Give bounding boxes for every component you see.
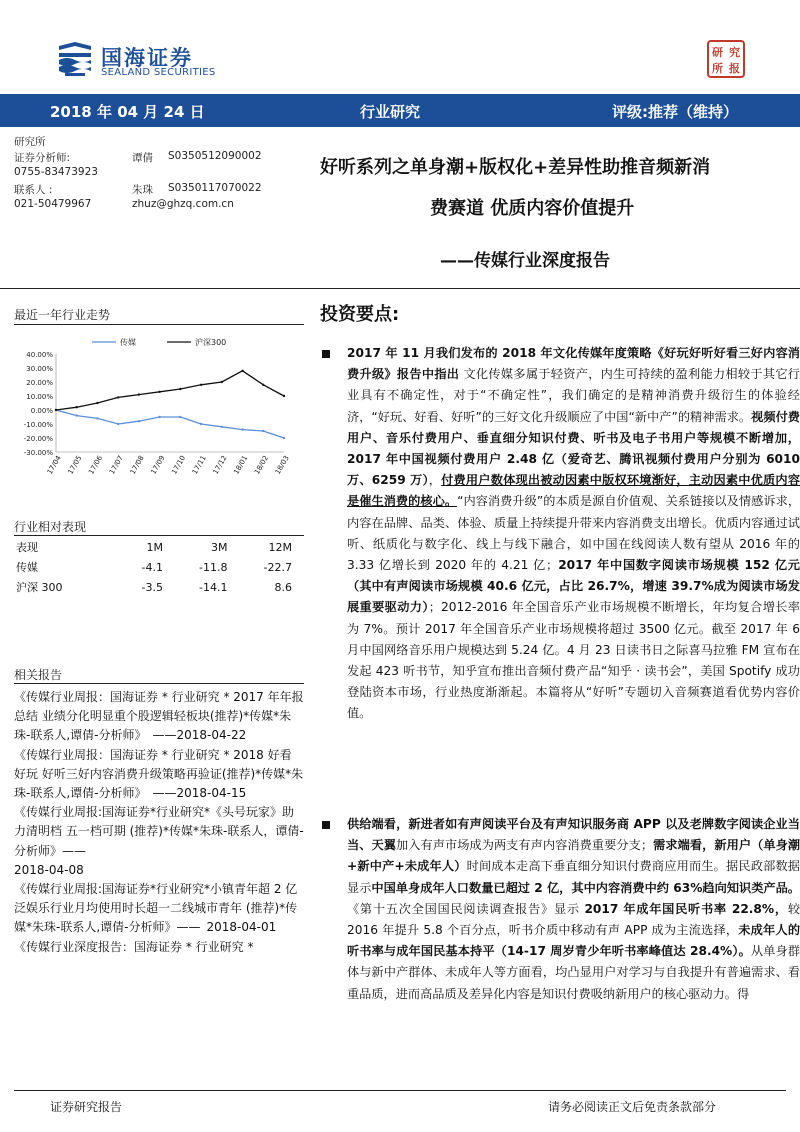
y-tick-label: 10.00% xyxy=(26,393,53,401)
footer-left: 证券研究报告 xyxy=(50,1100,123,1114)
data-point xyxy=(138,393,140,395)
brand-name-cn: 国海证券 xyxy=(101,46,193,70)
footer-divider xyxy=(14,1090,786,1091)
perf-section-title: 行业相对表现 xyxy=(14,520,87,534)
table-cell: 传媒 xyxy=(16,561,38,574)
related-report-item[interactable] xyxy=(14,880,304,938)
report-category: 行业研究 xyxy=(360,103,421,121)
table-cell: -14.1 xyxy=(199,580,228,594)
data-point xyxy=(117,396,119,398)
x-tick-label: 18/01 xyxy=(232,454,250,476)
related-report-text: 《传媒行业周报:国海证券*行业研究*《头号玩家》助力清明档 五一档可期 (推荐)*传媒*朱珠-联系人，谭倩-分析师》—— xyxy=(14,805,304,858)
series-line xyxy=(56,410,284,438)
report-title-line1: 好听系列之单身潮+版权化+差异性助推音频新消 xyxy=(320,157,711,178)
related-report-date: ——2018-04-22 xyxy=(152,728,247,743)
related-report-text: 《传媒行业周报:国海证券*行业研究*小镇青年超 2 亿 泛娱乐行业月均使用时长超一二线城市青年 (推荐)*传媒*朱珠-联系人,谭倩-分析师》—— xyxy=(14,882,298,935)
legend-label: 传媒 xyxy=(120,338,136,347)
x-tick-label: 17/04 xyxy=(45,454,63,476)
data-point xyxy=(283,437,285,439)
data-point xyxy=(241,428,243,430)
sealand-logo xyxy=(55,40,225,80)
y-tick-label: -20.00% xyxy=(23,435,53,443)
report-subtitle: ——传媒行业深度报告 xyxy=(440,251,610,271)
y-tick-label: -30.00% xyxy=(23,449,53,457)
table-header: 表现 xyxy=(16,541,38,554)
data-point xyxy=(241,370,243,372)
data-point xyxy=(158,391,160,393)
data-point xyxy=(179,388,181,390)
data-point xyxy=(96,402,98,404)
key-point-paragraph: 2017 年 11 月我们发布的 2018 年文化传媒年度策略《好玩好听好看三好内容消费升级》报告中指出 文化传媒多属于轻资产，内生可持续的盈利能力相较于其它行业具有不确定性，对于“不确定性”，我们确定的是精神消费升级衍生的体验经济，“好玩、好看、好听”的三好文化升级顺应了中国“新中产”的精神需求。视频付费用户、音乐付费用户、垂直细分知识付费、听书及电子书用户等规模不断增加，2017 年中国视频付费用户 2.48 亿（爱奇艺、腾讯视频付费用户分别为 6010 万、6259 万），付费用户数体现出被动因素中版权环境渐好，主动因素中优质内容是催生消费的核心。“内容消费升级”的本质是源自价值观、关系链接以及情感诉求，内容在品牌、品类、体验、质量上持续提升带来内容消费支出增长。优质内容通过试听、纸质化与数字化、线上与线下融合，如中国在线阅读人数有望从 2016 年的 3.33 亿增长到 2020 年的 4.21 亿；2017 年中国数字阅读市场规模 152 亿元（其中有声阅读市场规模 40.6 亿元，占比 26.7%，增速 39.7%成为阅读市场发展重要驱动力）；2012-2016 年全国音乐产业市场规模不断增长，年均复合增长率为 7%。预计 2017 年全国音乐产业市场规模将超过 3500 亿元。截至 2017 年 6 月中国网络音乐用户规模达到 5.24 亿。4 月 23 日读书日之际喜马拉雅 FM 宣布在发起 423 听书节，知乎宣布推出音频付费产品“知乎 · 读书会”，美国 Spotify 成功登陆资本市场，行业热度渐渐起。本篇将从“好听”专题切入音频赛道看优势内容价值。 xyxy=(347,346,800,721)
x-tick-label: 17/05 xyxy=(66,454,84,476)
seal-char: 研 xyxy=(712,46,723,59)
analyst-name: 谭倩 xyxy=(132,152,153,164)
table-row xyxy=(14,557,294,577)
data-point xyxy=(283,395,285,397)
related-report-text: 《传媒行业周报：国海证券 * 行业研究 * 2018 好看 好玩 好听三好内容消费升级策略再验证(推荐)*传媒*朱珠-联系人,谭倩-分析师》 xyxy=(14,747,304,801)
analyst-cert: S0350512090002 xyxy=(168,150,262,162)
related-divider xyxy=(14,683,304,684)
data-point xyxy=(96,417,98,419)
x-tick-label: 18/03 xyxy=(273,454,291,476)
contact-cert: S0350117070022 xyxy=(168,182,262,194)
data-point xyxy=(55,409,57,411)
report-title-line2: 费赛道 优质内容价值提升 xyxy=(430,198,635,219)
contact-phone: 021-50479967 xyxy=(14,198,92,210)
related-report-date: 2018-04-01 xyxy=(206,920,277,935)
y-tick-label: 0.00% xyxy=(30,407,53,415)
performance-table xyxy=(14,537,294,597)
x-tick-label: 17/09 xyxy=(149,454,167,476)
seal-char: 究 xyxy=(729,46,740,59)
analyst-phone: 0755-83473923 xyxy=(14,166,98,178)
research-seal-icon xyxy=(707,40,745,78)
table-cell: -11.8 xyxy=(199,560,228,574)
y-tick-label: 40.00% xyxy=(26,351,53,359)
legend-label: 沪深300 xyxy=(195,338,227,347)
data-point xyxy=(76,414,78,416)
table-header: 3M xyxy=(210,540,228,554)
perf-divider xyxy=(14,535,304,536)
seal-char: 所 xyxy=(712,62,723,75)
table-header: 1M xyxy=(146,540,163,554)
data-point xyxy=(221,381,223,383)
y-tick-label: 20.00% xyxy=(26,379,53,387)
related-report-date: 2018-04-08 xyxy=(14,862,84,877)
header-divider xyxy=(0,288,800,289)
x-tick-label: 17/08 xyxy=(128,454,146,476)
table-cell: 8.6 xyxy=(274,580,292,594)
data-point xyxy=(76,406,78,408)
table-header: 12M xyxy=(268,540,292,554)
table-header-row xyxy=(14,537,294,557)
contact-role: 联系人 : xyxy=(14,184,53,196)
table-cell: 沪深 300 xyxy=(16,581,63,594)
related-report-item[interactable] xyxy=(14,938,304,957)
related-report-item[interactable] xyxy=(14,688,304,746)
x-tick-label: 17/11 xyxy=(190,454,208,476)
contact-name: 朱珠 xyxy=(132,184,153,196)
report-date: 2018 年 04 月 24 日 xyxy=(50,103,205,121)
data-point xyxy=(138,420,140,422)
related-report-text: 《传媒行业周报：国海证券 * 行业研究 * 2017 年年报总结 业绩分化明显重个股逻辑轻板块(推荐)*传媒*朱珠-联系人,谭倩-分析师》 xyxy=(14,690,304,743)
report-rating: 评级:推荐（维持） xyxy=(612,103,738,121)
data-point xyxy=(262,430,264,432)
x-tick-label: 17/07 xyxy=(107,454,125,476)
x-tick-label: 18/02 xyxy=(253,454,271,476)
chart-section-title: 最近一年行业走势 xyxy=(14,308,111,322)
data-point xyxy=(200,384,202,386)
research-institute-label: 研究所 xyxy=(14,136,46,148)
chart-divider xyxy=(14,324,304,325)
related-reports-list xyxy=(14,688,304,957)
series-line xyxy=(56,371,284,410)
data-point xyxy=(221,426,223,428)
data-point xyxy=(179,416,181,418)
x-tick-label: 17/06 xyxy=(87,454,105,476)
bullet-square-icon xyxy=(322,821,330,829)
related-report-date: ——2018-04-15 xyxy=(152,786,247,801)
y-tick-label: -10.00% xyxy=(23,421,53,429)
contact-email[interactable]: zhuz@ghzq.com.cn xyxy=(132,198,234,210)
data-point xyxy=(262,384,264,386)
y-tick-label: 30.00% xyxy=(26,365,53,373)
table-row xyxy=(14,577,294,597)
analyst-role: 证券分析师: xyxy=(14,152,71,164)
x-tick-label: 17/12 xyxy=(211,454,229,476)
industry-trend-chart xyxy=(14,332,304,492)
seal-char: 报 xyxy=(729,62,740,75)
data-point xyxy=(117,423,119,425)
key-point-paragraph: 供给端看，新进者如有声阅读平台及有声知识服务商 APP 以及老牌数字阅读企业当当、天翼加入有声市场成为两支有声内容消费重要分支；需求端看，新用户（单身潮+新中产+未成年人）时间成本走高下垂直细分知识付费商应用而生。据民政部数据显示中国单身成年人口数量已超过 2 亿，其中内容消费中约 63%趋向知识类产品。《第十五次全国国民阅读调查报告》显示 2017 年成年国民听书率 22.8%，较 2016 年提升 5.8 个百分点，听书介质中移动有声 APP 成为主流选择，未成年人的听书率与成年国民基本持平（14-17 周岁青少年听书率峰值达 28.4%）。从单身群体与新中产群体、未成年人等方面看，均凸显用户对学习与自我提升有普遍需求、看重品质，进而高品质及差异化内容是知识付费吸纳新用户的核心驱动力。得 xyxy=(347,817,800,1001)
table-cell: -3.5 xyxy=(141,580,163,594)
key-points-title: 投资要点: xyxy=(320,304,400,325)
related-report-text: 《传媒行业深度报告：国海证券 * 行业研究 * xyxy=(14,939,254,954)
table-cell: -4.1 xyxy=(141,560,163,574)
bullet-square-icon xyxy=(322,350,330,358)
x-tick-label: 17/10 xyxy=(170,454,188,476)
data-point xyxy=(158,416,160,418)
related-report-item[interactable] xyxy=(14,746,304,804)
footer-disclaimer: 请务必阅读正文后免责条款部分 xyxy=(548,1100,717,1114)
related-report-item[interactable] xyxy=(14,803,304,880)
sealand-emblem-icon xyxy=(55,40,95,78)
data-point xyxy=(200,423,202,425)
related-section-title: 相关报告 xyxy=(14,668,63,682)
brand-name-en: SEALAND SECURITIES xyxy=(101,67,216,78)
table-cell: -22.7 xyxy=(263,560,292,574)
